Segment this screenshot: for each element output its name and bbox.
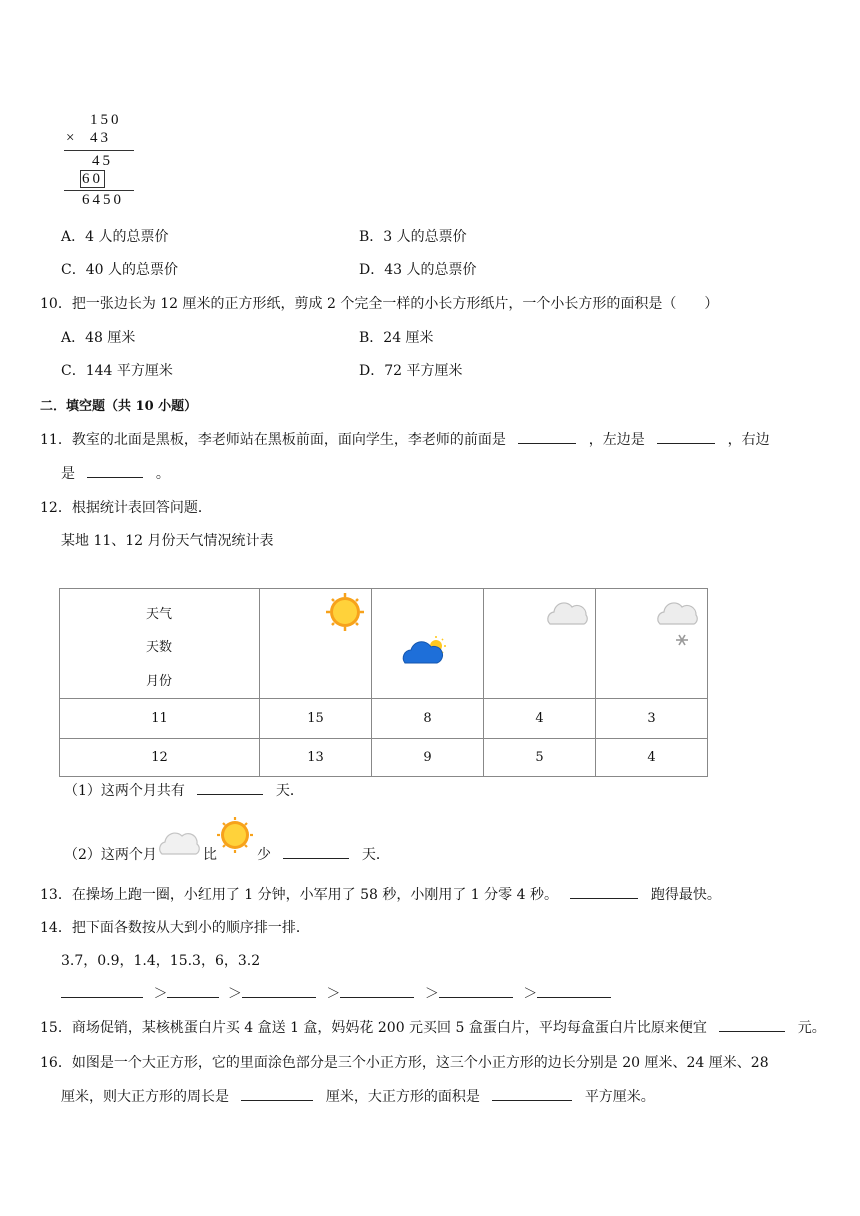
q10-option-b: B．24 厘米 — [359, 330, 434, 346]
partial-product-2-boxed: 60 — [82, 171, 103, 187]
q14-stem: 14．把下面各数按从大到小的顺序排一排． — [40, 920, 310, 936]
q12-sub2-unit: 天． — [361, 847, 390, 863]
header-cloudy — [484, 589, 596, 699]
header-snow — [596, 589, 708, 699]
header-label-days: 天数 — [146, 640, 173, 655]
table-row — [60, 739, 708, 777]
q10-option-a: A．48 厘米 — [61, 330, 136, 346]
sun-icon — [260, 589, 371, 694]
q15-unit: 元。 — [797, 1020, 826, 1036]
times-sign: × — [66, 130, 78, 146]
q11-blank-1[interactable] — [518, 429, 576, 444]
q9-option-a: A．4 人的总票价 — [61, 229, 169, 245]
gt-sign: ＞ — [326, 986, 341, 1002]
sunny-days-cell: 15 — [260, 699, 372, 739]
header-label-month: 月份 — [146, 674, 173, 689]
multiplier: 43 — [90, 130, 111, 146]
q10-stem: 10．把一张边长为 12 厘米的正方形纸，剪成 2 个完全一样的小长方形纸片，一个小长方形的面积是（ ） — [40, 296, 719, 312]
snow-days-cell: 3 — [596, 699, 708, 739]
sun-icon — [216, 816, 254, 854]
q11-line1 — [40, 429, 770, 449]
calc-rule — [64, 190, 134, 191]
header-sunny — [260, 589, 372, 699]
q15-blank[interactable] — [719, 1017, 785, 1032]
partly-cloudy-days-cell: 9 — [372, 739, 484, 777]
gt-sign: ＞ — [424, 986, 439, 1002]
q14-blank-4[interactable] — [340, 983, 414, 998]
q11-text-4: 是 — [61, 466, 75, 482]
q14-blank-6[interactable] — [537, 983, 611, 998]
q9-option-d: D．43 人的总票价 — [359, 262, 477, 278]
q12-sub2-blank[interactable] — [283, 844, 349, 859]
month-cell: 11 — [60, 699, 260, 739]
header-diagonal-cell — [60, 589, 260, 699]
q12-sub2-compare: 比 — [203, 847, 217, 863]
q16-line1: 16．如图是一个大正方形，它的里面涂色部分是三个小正方形，这三个小正方形的边长分别是 20 厘米、24 厘米、28 — [40, 1055, 769, 1071]
q10-option-d: D．72 平方厘米 — [359, 363, 463, 379]
q12-table-title: 某地 11、12 月份天气情况统计表 — [61, 533, 274, 549]
calc-rule — [64, 150, 134, 151]
q12-sub1 — [64, 780, 304, 800]
partly-cloudy-icon — [372, 589, 483, 694]
q12-sub2-tail — [257, 844, 390, 864]
q11-blank-2[interactable] — [657, 429, 715, 444]
snow-cloud-icon — [596, 589, 707, 694]
table-row — [60, 699, 708, 739]
q16-line2 — [61, 1086, 655, 1106]
weather-stats-table — [59, 588, 708, 777]
q12-sub2-text: （2）这两个月 — [64, 847, 157, 863]
q13-text: 13．在操场上跑一圈，小红用了 1 分钟，小军用了 58 秒，小刚用了 1 分零 4 秒。 — [40, 887, 558, 903]
header-label-weather: 天气 — [146, 607, 173, 622]
gt-sign: ＞ — [523, 986, 538, 1002]
cloudy-days-cell: 5 — [484, 739, 596, 777]
q13 — [40, 884, 721, 904]
q11-line2 — [61, 463, 170, 483]
q16-text-1: 厘米，则大正方形的周长是 — [61, 1089, 229, 1105]
cloudy-days-cell: 4 — [484, 699, 596, 739]
partial-product-1: 45 — [92, 153, 113, 169]
q12-sub1-blank[interactable] — [197, 780, 263, 795]
q9-option-b: B．3 人的总票价 — [359, 229, 467, 245]
q14-blank-2[interactable] — [167, 983, 219, 998]
month-cell: 12 — [60, 739, 260, 777]
q11-blank-3[interactable] — [87, 463, 143, 478]
partly-cloudy-days-cell: 8 — [372, 699, 484, 739]
q16-text-2: 厘米，大正方形的面积是 — [325, 1089, 480, 1105]
q13-blank[interactable] — [570, 884, 638, 899]
q14-blank-3[interactable] — [242, 983, 316, 998]
q12-sub2 — [64, 844, 157, 864]
cloud-icon — [158, 826, 202, 860]
q13-tail: 跑得最快。 — [650, 887, 721, 903]
snow-days-cell: 4 — [596, 739, 708, 777]
q16-text-3: 平方厘米。 — [584, 1089, 655, 1105]
cloud-icon — [484, 589, 595, 694]
q12-sub1-unit: 天． — [275, 783, 304, 799]
q16-blank-1[interactable] — [241, 1086, 313, 1101]
vertical-multiplication — [60, 112, 140, 212]
q11-text-3: ，右边 — [727, 432, 770, 448]
q9-option-c: C．40 人的总票价 — [61, 262, 178, 278]
calc-result: 6450 — [82, 192, 124, 208]
section-title: 二．填空题（共 10 小题） — [40, 399, 198, 414]
q11-text-1: 11．教室的北面是黑板，李老师站在黑板前面，面向学生，李老师的前面是 — [40, 432, 506, 448]
gt-sign: ＞ — [227, 986, 242, 1002]
table-header-row — [60, 589, 708, 699]
q14-blank-1[interactable] — [61, 983, 143, 998]
q15 — [40, 1017, 826, 1037]
q11-text-5: 。 — [155, 466, 170, 482]
gt-sign: ＞ — [153, 986, 168, 1002]
multiplicand: 150 — [90, 112, 122, 128]
sunny-days-cell: 13 — [260, 739, 372, 777]
q16-blank-2[interactable] — [492, 1086, 572, 1101]
q12-sub1-text: （1）这两个月共有 — [64, 783, 185, 799]
header-partly-cloudy — [372, 589, 484, 699]
q12-stem: 12．根据统计表回答问题． — [40, 500, 212, 516]
q14-ordering — [61, 983, 611, 1003]
q14-blank-5[interactable] — [439, 983, 513, 998]
q10-option-c: C．144 平方厘米 — [61, 363, 173, 379]
q15-text: 15．商场促销，某核桃蛋白片买 4 盒送 1 盒，妈妈花 200 元买回 5 盒蛋白片，平均每盒蛋白片比原来便宜 — [40, 1020, 707, 1036]
q12-sub2-less: 少 — [257, 847, 271, 863]
q11-text-2: ，左边是 — [588, 432, 645, 448]
q14-numbers: 3.7，0.9，1.4，15.3，6，3.2 — [61, 953, 261, 969]
